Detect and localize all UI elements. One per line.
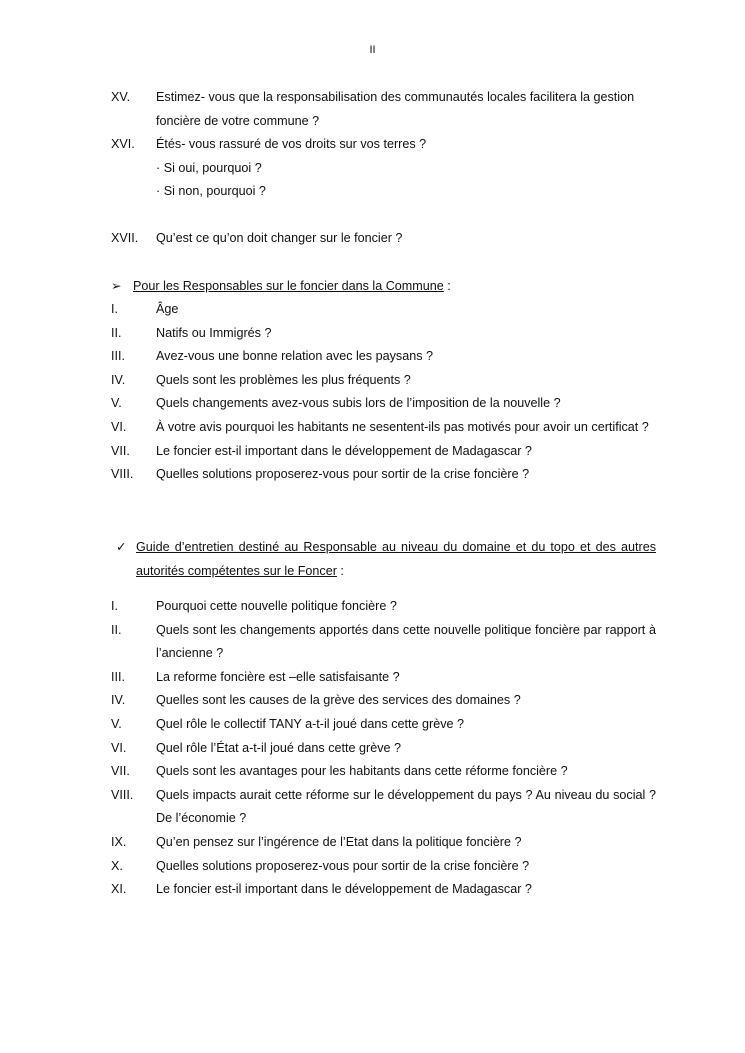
item-number: II. — [111, 622, 122, 637]
item-number: V. — [111, 716, 122, 731]
list-item — [111, 345, 656, 369]
item-text: Quel rôle l’État a-t-il joué dans cette grève ? — [156, 740, 402, 755]
item-number: VIII. — [111, 787, 134, 802]
heading-suffix: : — [336, 563, 344, 578]
interview-guide-list — [111, 595, 656, 902]
item-number: VII. — [111, 764, 130, 779]
item-number: VII. — [111, 443, 130, 458]
question-list — [111, 298, 656, 487]
item-number: III. — [111, 349, 125, 364]
item-number: VIII. — [111, 467, 134, 482]
list-item — [111, 227, 656, 251]
item-text: Quel rôle le collectif TANY a-t-il joué dans cette grève ? — [156, 716, 464, 731]
item-number: IX. — [111, 834, 127, 849]
item-text: Quels changements avez-vous subis lors de l’imposition de la nouvelle ? — [156, 396, 561, 411]
list-item — [111, 878, 656, 902]
checkmark-bullet-icon: ✓ — [116, 540, 127, 554]
item-number: V. — [111, 396, 122, 411]
section-heading-text: Guide d’entretien destiné au Responsable au niveau du domaine et du topo et des autres autorités compétentes sur le Foncer — [136, 540, 656, 578]
list-item — [111, 133, 656, 157]
item-text: Quels sont les changements apportés dans cette nouvelle politique foncière par rapport à l’ancienne ? — [156, 622, 656, 661]
list-item — [111, 416, 656, 440]
list-item — [111, 666, 656, 690]
list-item — [111, 831, 656, 855]
item-text: Estimez- vous que la responsabilisation des communautés locales facilitera la gestion foncière de votre commune ? — [156, 90, 635, 128]
item-text: Quels sont les problèmes les plus fréquents ? — [156, 372, 411, 387]
item-number: XVI. — [111, 137, 135, 152]
item-number: XVII. — [111, 231, 139, 245]
item-text: Qu’est ce qu’on doit changer sur le foncier ? — [156, 231, 403, 245]
list-item — [111, 619, 656, 666]
sub-item: · Si oui, pourquoi ? — [156, 160, 262, 175]
list-item — [111, 760, 656, 784]
item-text: Qu’en pensez sur l’ingérence de l’Etat dans la politique foncière ? — [156, 834, 522, 849]
item-text: Quels impacts aurait cette réforme sur le développement du pays ? Au niveau du social ? De l’économie ? — [156, 787, 656, 826]
list-item — [111, 369, 656, 393]
list-item — [111, 784, 656, 831]
item-text: Étés- vous rassuré de vos droits sur vos terres ? — [156, 137, 427, 152]
list-item — [111, 855, 656, 879]
section-heading-text: Pour les Responsables sur le foncier dans la Commune — [133, 279, 444, 293]
item-number: XI. — [111, 882, 127, 897]
list-item — [111, 86, 656, 133]
section-heading — [111, 275, 656, 299]
item-number: III. — [111, 669, 125, 684]
item-number: VI. — [111, 740, 127, 755]
item-text: À votre avis pourquoi les habitants ne sesentent-ils pas motivés pour avoir un certificat ? — [156, 419, 649, 434]
list-item — [111, 595, 656, 619]
list-item — [111, 392, 656, 416]
item-number: I. — [111, 599, 118, 613]
list-item — [111, 737, 656, 761]
item-text: Quelles solutions proposerez-vous pour sortir de la crise foncière ? — [156, 467, 530, 482]
item-number: VI. — [111, 419, 127, 434]
list-item — [111, 713, 656, 737]
arrow-bullet-icon: ➢ — [111, 279, 122, 293]
question-list-continued — [111, 86, 656, 204]
list-item — [111, 689, 656, 713]
item-text: Quelles sont les causes de la grève des services des domaines ? — [156, 693, 521, 708]
item-text: La reforme foncière est –elle satisfaisante ? — [156, 669, 400, 684]
item-text: Pourquoi cette nouvelle politique foncière ? — [156, 599, 397, 613]
sub-item: · Si non, pourquoi ? — [156, 184, 266, 199]
page-number: II — [369, 44, 376, 56]
item-number: IV. — [111, 693, 126, 708]
item-number: XV. — [111, 90, 131, 104]
item-number: IV. — [111, 372, 126, 387]
item-text: Avez-vous une bonne relation avec les paysans ? — [156, 349, 434, 364]
item-text: Le foncier est-il important dans le développement de Madagascar ? — [156, 443, 532, 458]
item-text: Natifs ou Immigrés ? — [156, 325, 272, 340]
list-item — [111, 298, 656, 322]
section-heading — [116, 536, 656, 583]
item-number: II. — [111, 325, 122, 340]
list-item — [111, 440, 656, 464]
item-text: Le foncier est-il important dans le développement de Madagascar ? — [156, 882, 532, 897]
item-number: I. — [111, 302, 118, 316]
item-text: Âge — [156, 302, 179, 316]
item-text: Quelles solutions proposerez-vous pour sortir de la crise foncière ? — [156, 858, 530, 873]
list-item — [111, 322, 656, 346]
list-item — [111, 463, 656, 487]
heading-suffix: : — [443, 279, 451, 293]
question-list-continued — [111, 227, 656, 251]
item-number: X. — [111, 858, 123, 873]
item-text: Quels sont les avantages pour les habitants dans cette réforme foncière ? — [156, 764, 568, 779]
